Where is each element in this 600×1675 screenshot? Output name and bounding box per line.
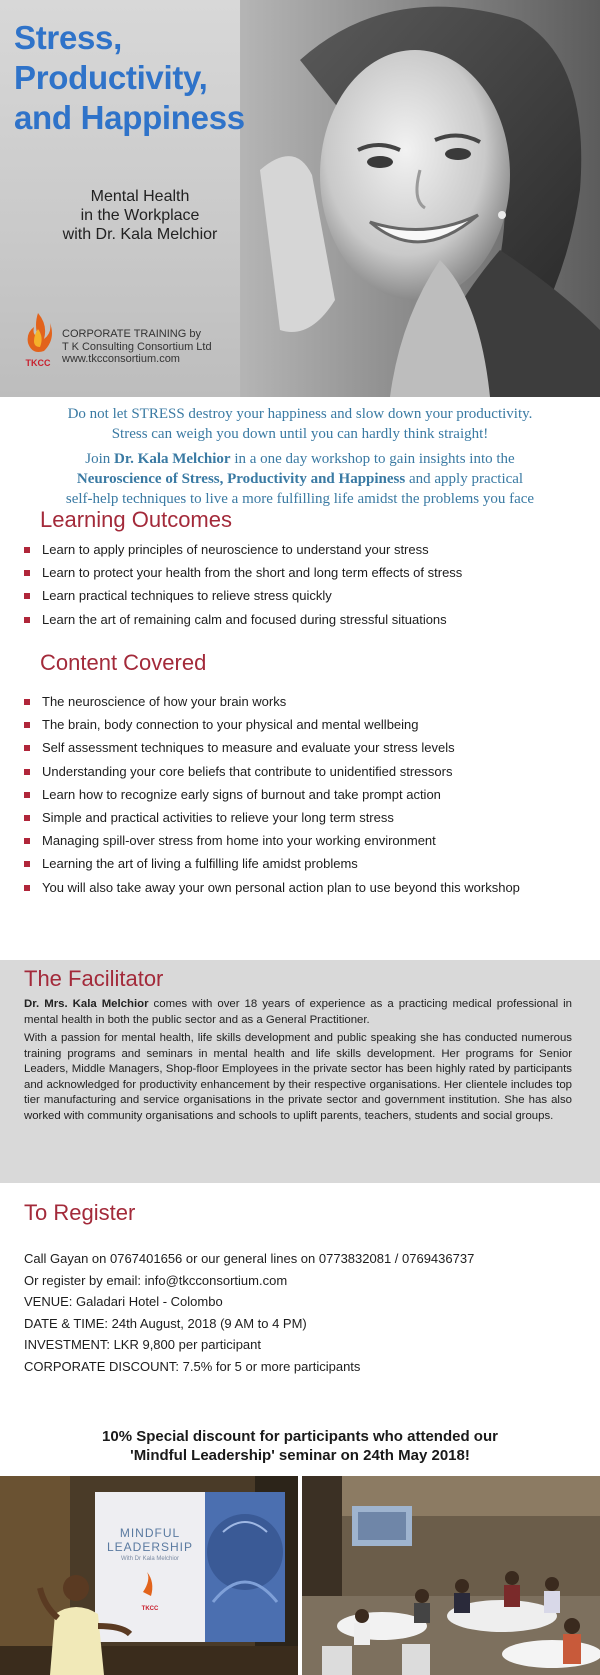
slide-title: MINDFUL LEADERSHIP: [106, 1526, 194, 1554]
content-covered-title: Content Covered: [40, 650, 207, 675]
org-line: CORPORATE TRAINING by: [62, 328, 201, 340]
hero-title-line: Productivity,: [14, 59, 208, 96]
org-info: [62, 328, 212, 366]
intro-line: Do not let STRESS destroy your happiness and slow down your productivity.: [67, 406, 533, 422]
list-item: Learn the art of remaining calm and focused during stressful situations: [24, 612, 462, 635]
special-line: 'Mindful Leadership' seminar on 24th May 2018!: [130, 1447, 470, 1464]
register-phone-line: Call Gayan on 0767401656 or our general lines on 0773832081 / 0769436737: [24, 1251, 475, 1266]
intro-line: Neuroscience of Stress, Productivity and Happiness and apply practical: [76, 471, 524, 487]
list-item: The neuroscience of how your brain works: [24, 694, 520, 717]
slide-subtitle: With Dr Kala Melchior: [120, 1556, 179, 1562]
register-email-line[interactable]: Or register by email: info@tkcconsortium.com: [24, 1272, 288, 1288]
hero-title-line: and Happiness: [14, 99, 245, 136]
list-item: Understanding your core beliefs that contribute to unidentified stressors: [24, 764, 520, 787]
facilitator-name: Dr. Kala Melchior: [114, 451, 231, 467]
hero-subtitle-line: Mental Health: [90, 188, 190, 205]
org-website-link[interactable]: www.tkcconsortium.com: [62, 353, 180, 365]
hero-woman-photo: [240, 0, 600, 397]
list-item: Learn to protect your health from the short and long term effects of stress: [24, 565, 462, 588]
list-item: Learn to apply principles of neuroscience to understand your stress: [24, 542, 462, 565]
list-item: Learning the art of living a fulfilling life amidst problems: [24, 856, 520, 879]
content-covered-list: [24, 694, 520, 903]
tkcc-flame-logo-icon: [22, 311, 54, 369]
intro-line: Stress can weigh you down until you can hardly think straight!: [111, 426, 489, 442]
svg-text:TKCC: TKCC: [141, 1606, 159, 1612]
hero-banner: [0, 0, 600, 397]
register-datetime-line: DATE & TIME: 24th August, 2018 (9 AM to 4 PM): [24, 1315, 307, 1331]
hero-subtitle: [40, 187, 240, 244]
list-item: The brain, body connection to your physical and mental wellbeing: [24, 717, 520, 740]
register-venue-line: VENUE: Galadari Hotel - Colombo: [24, 1294, 223, 1309]
intro-line: Join Dr. Kala Melchior in a one day workshop to gain insights into the: [85, 451, 515, 467]
org-line: T K Consulting Consortium Ltd: [62, 340, 212, 353]
facilitator-bio: [24, 997, 572, 1127]
seminar-presenter-photo: [0, 1476, 298, 1675]
hero-title: [14, 18, 284, 138]
learning-outcomes-title: Learning Outcomes: [40, 507, 232, 532]
hero-subtitle-line: with Dr. Kala Melchior: [62, 226, 218, 243]
list-item: Learn practical techniques to relieve stress quickly: [24, 588, 462, 611]
intro-text: [0, 404, 600, 509]
list-item: Managing spill-over stress from home into your working environment: [24, 833, 520, 856]
hero-title-line: Stress,: [14, 19, 122, 56]
register-details: [24, 1248, 474, 1377]
register-discount-line: CORPORATE DISCOUNT: 7.5% for 5 or more participants: [24, 1358, 361, 1374]
list-item: You will also take away your own personal action plan to use beyond this workshop: [24, 880, 520, 903]
svg-text:TKCC: TKCC: [25, 358, 51, 368]
facilitator-section: [0, 960, 600, 1183]
hero-subtitle-line: in the Workplace: [80, 207, 200, 224]
list-item: Learn how to recognize early signs of burnout and take prompt action: [24, 787, 520, 810]
register-title: To Register: [24, 1200, 136, 1225]
workshop-topic: Neuroscience of Stress, Productivity and Happiness: [76, 471, 406, 487]
intro-line: self-help techniques to live a more fulfilling life amidst the problems you face: [65, 491, 535, 507]
facilitator-full-name: Dr. Mrs. Kala Melchior: [24, 998, 149, 1010]
list-item: Simple and practical activities to relieve your long term stress: [24, 810, 520, 833]
facilitator-title: The Facilitator: [24, 966, 164, 991]
special-line: 10% Special discount for participants who attended our: [102, 1428, 498, 1445]
special-discount-banner: [0, 1427, 600, 1465]
presenter-figure: [0, 1476, 298, 1675]
register-investment-line: INVESTMENT: LKR 9,800 per participant: [24, 1337, 261, 1352]
learning-outcomes-list: [24, 542, 462, 635]
list-item: Self assessment techniques to measure and evaluate your stress levels: [24, 740, 520, 763]
seminar-audience-photo: [302, 1476, 600, 1675]
bio-paragraph: Dr. Mrs. Kala Melchior comes with over 18 years of experience as a practicing medical professional in mental health in both the public sector and as a General Practitioner.: [24, 998, 572, 1026]
bio-paragraph: With a passion for mental health, life skills development and public speaking she has conducted numerous training programs and seminars in mental health and life skills development. Her programs for Senior Leaders, Middle Managers, Shop-floor Employees in the private sector has been highly rated by participants and acknowledged for productivity enhancement by their respective organisations. Her clientele includes top tier manufacturing and service organisations in the private sector and government institution. She has also worked with community organisations and schools to uplift parents, teachers, students and social groups.: [24, 1032, 572, 1122]
